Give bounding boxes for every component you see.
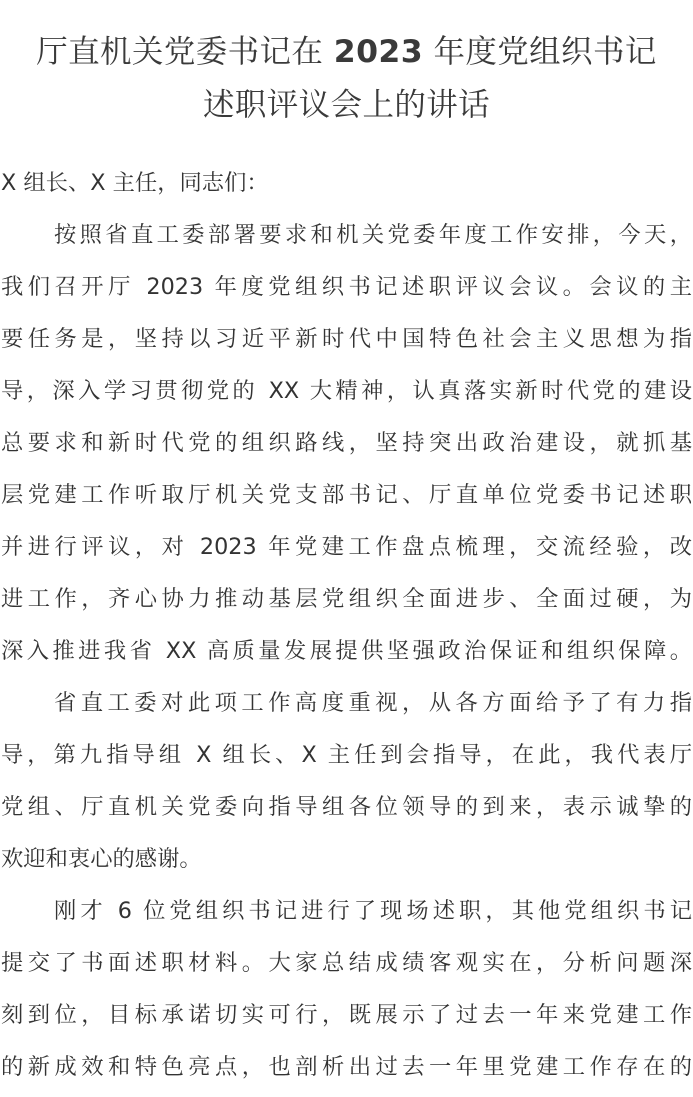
paragraph-1-line-5: 总要求和新时代党的组织路线，坚持突出政治建设，就抓基 [1,430,692,456]
paragraph-2-line-1: 省直工委对此项工作高度重视，从各方面给予了有力指 [54,690,692,716]
paragraph-1-line-4: 导，深入学习贯彻党的 XX 大精神，认真落实新时代党的建设 [1,378,692,404]
paragraph-1-line-9: 深入推进我省 XX 高质量发展提供坚强政治保证和组织保障。 [1,638,692,664]
paragraph-1-line-2: 我们召开厅 2023 年度党组织书记述职评议会议。会议的主 [1,274,692,300]
paragraph-2-line-2: 导，第九指导组 X 组长、X 主任到会指导，在此，我代表厅 [1,742,692,768]
paragraph-1-line-7: 并进行评议，对 2023 年党建工作盘点梳理，交流经验，改 [1,534,692,560]
salutation: X 组长、X 主任，同志们： [1,170,269,196]
title-line1-prefix: 厅直机关党委书记在 [36,34,334,70]
paragraph-1-line-1: 按照省直工委部署要求和机关党委年度工作安排，今天， [54,222,692,248]
paragraph-3-line-1: 刚才 6 位党组织书记进行了现场述职，其他党组织书记 [54,898,692,924]
document-title [0,26,693,132]
paragraph-1-line-3: 要任务是，坚持以习近平新时代中国特色社会主义思想为指 [1,326,692,352]
paragraph-3-line-2: 提交了书面述职材料。大家总结成绩客观实在，分析问题深 [1,950,692,976]
title-line1-suffix: 年度党组织书记 [423,34,657,70]
paragraph-1-line-6: 层党建工作听取厅机关党支部书记、厅直单位党委书记述职 [1,482,692,508]
paragraph-2-line-3: 党组、厅直机关党委向指导组各位领导的到来，表示诚挚的 [1,794,692,820]
title-line2: 述职评议会上的讲话 [202,87,491,123]
paragraph-3-line-4: 的新成效和特色亮点，也剖析出过去一年里党建工作存在的 [1,1054,692,1080]
title-line1-year: 2023 [333,34,424,70]
paragraph-3-line-3: 刻到位，目标承诺切实可行，既展示了过去一年来党建工作 [1,1002,692,1028]
paragraph-2-line-4: 欢迎和衷心的感谢。 [1,846,202,872]
paragraph-1-line-8: 进工作，齐心协力推动基层党组织全面进步、全面过硬，为 [1,586,692,612]
